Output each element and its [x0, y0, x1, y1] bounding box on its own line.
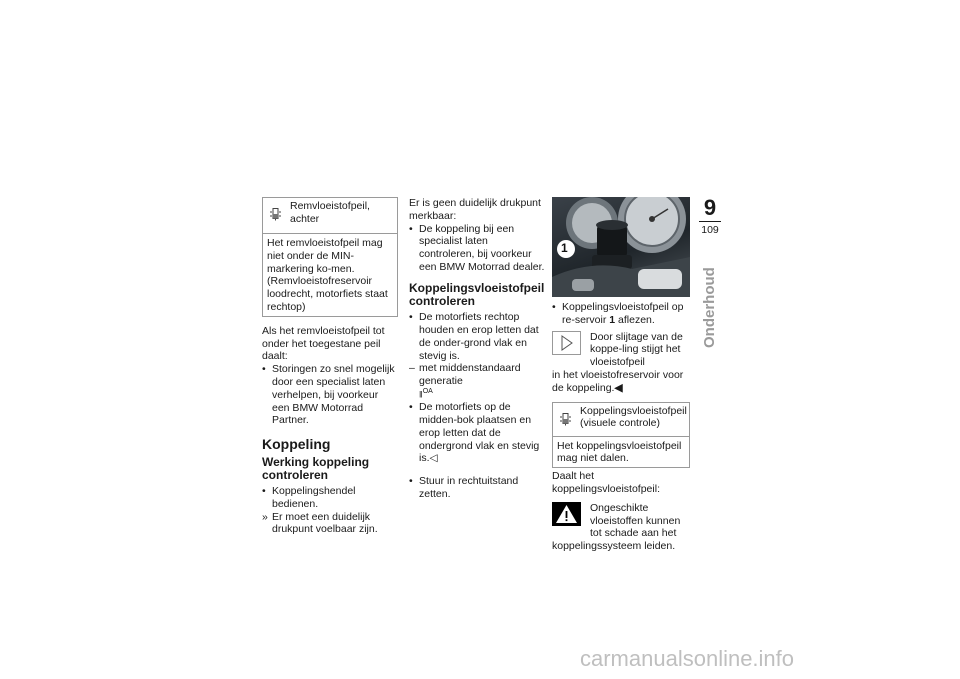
- spec-box-header: [553, 403, 689, 437]
- chapter-tab: [697, 197, 723, 237]
- bullet-marker: •: [552, 301, 556, 313]
- subsection-heading: Koppelingsvloeistofpeil controleren: [409, 280, 545, 308]
- dash-marker: –: [409, 362, 415, 375]
- clutch-reservoir-photo: [552, 197, 690, 297]
- paragraph-intro: Er is geen duidelijk drukpunt merkbaar:: [409, 197, 541, 222]
- paragraph-intro: Als het remvloeistofpeil tot onder het toegestane peil daalt:: [262, 324, 385, 363]
- list-item: [262, 485, 398, 511]
- chapter-divider: [699, 221, 721, 222]
- subsection-heading: Werking koppeling controleren: [262, 454, 370, 482]
- list-item: [262, 363, 398, 427]
- section-label-vertical: Onderhoud: [701, 267, 718, 348]
- end-marker-icon: ◁: [429, 452, 438, 465]
- bullet-marker: •: [409, 222, 413, 235]
- list-item: [409, 311, 545, 362]
- list-item-text: Koppelingsvloeistofpeil op re-servoir: [562, 301, 684, 326]
- spec-box-title: Koppelingsvloeistofpeil (visuele controle): [580, 404, 687, 430]
- chapter-number: 9: [703, 195, 717, 220]
- spec-box-clutch-fluid: [552, 402, 690, 469]
- list-item-text: De motorfiets op de midden-bok plaatsen en erop letten dat de ondergrond vlak en stevig is.: [419, 401, 540, 465]
- bullet-list: [409, 311, 545, 465]
- list-item-text: De koppeling bij een specialist laten controleren, bij voorkeur een BMW Motorrad dealer.: [419, 222, 545, 273]
- column-1: [262, 197, 398, 536]
- bullet-marker: •: [409, 401, 413, 414]
- note-play-icon: [552, 331, 581, 355]
- list-item-text: Stuur in rechtuitstand zetten.: [419, 475, 519, 501]
- page-number: 109: [701, 224, 719, 236]
- optional-accessory-label: OA: [422, 387, 433, 395]
- bullet-list: [262, 363, 398, 427]
- list-item: [409, 475, 545, 501]
- warning-note: [552, 502, 692, 553]
- fluid-level-icon: [270, 208, 281, 221]
- bullet-list: [262, 485, 398, 536]
- list-item-text: Storingen zo snel mogelijk door een specialist laten verhelpen, bij voorkeur een BMW Motorrad Partner.: [272, 363, 395, 427]
- list-item-text: met middenstandaard generatie: [419, 362, 521, 388]
- info-note: [552, 331, 692, 395]
- photo-illustration: [552, 197, 690, 297]
- bullet-marker: •: [409, 475, 413, 488]
- end-marker-icon: ◀: [614, 381, 623, 394]
- bullet-list: [552, 301, 692, 327]
- bullet-marker: •: [262, 484, 266, 497]
- warning-text: Ongeschikte vloeistoffen kunnen tot schade aan het: [590, 501, 681, 540]
- bullet-marker: •: [409, 311, 413, 324]
- list-item-condition: [409, 362, 545, 401]
- watermark: carmanualsonline.info: [580, 646, 795, 671]
- bullet-list: [409, 223, 545, 274]
- fluid-level-icon: [560, 413, 571, 426]
- bullet-list: [409, 475, 545, 501]
- list-item: [409, 223, 545, 274]
- spec-box-body: Het koppelingsvloeistofpeil mag niet dalen.: [557, 439, 682, 465]
- bullet-marker: •: [262, 363, 266, 376]
- section-heading: Koppeling: [262, 436, 331, 453]
- column-2: [409, 197, 545, 501]
- warning-icon: [552, 502, 581, 526]
- callout-reference: 1: [609, 313, 616, 326]
- optional-accessory-icon: ‖: [419, 389, 423, 400]
- spec-box-title: Remvloeistofpeil, achter: [290, 200, 370, 225]
- list-item-text: Er moet een duidelijk drukpunt voelbaar zijn.: [272, 510, 378, 536]
- result-marker: »: [262, 510, 268, 523]
- list-item-text: De motorfiets rechtop houden en erop letten dat de onder-grond vlak en stevig is.: [419, 311, 539, 362]
- list-item-text: aflezen.: [618, 313, 655, 326]
- callout-label-1: 1: [561, 241, 568, 255]
- list-item-text: Koppelingshendel bedienen.: [272, 484, 356, 510]
- paragraph-intro: Daalt het koppelingsvloeistofpeil:: [552, 470, 660, 495]
- list-item-result: [262, 511, 398, 537]
- note-text: Door slijtage van de koppe-ling stijgt het vloeistofpeil: [590, 330, 683, 369]
- spec-box-header: [263, 198, 397, 234]
- list-item: [409, 401, 545, 465]
- spec-box-rear-brake-fluid: [262, 197, 398, 317]
- warning-text-continued: koppelingssysteem leiden.: [552, 540, 676, 553]
- list-item: [552, 301, 692, 327]
- note-text-continued: in het vloeistofreservoir voor de koppeling.: [552, 368, 684, 394]
- column-3: [552, 197, 692, 555]
- spec-box-body: Het remvloeistofpeil mag niet onder de MIN-markering ko-men. (Remvloeistofreservoir loodrecht, motorfiets staat rechtop): [267, 237, 388, 313]
